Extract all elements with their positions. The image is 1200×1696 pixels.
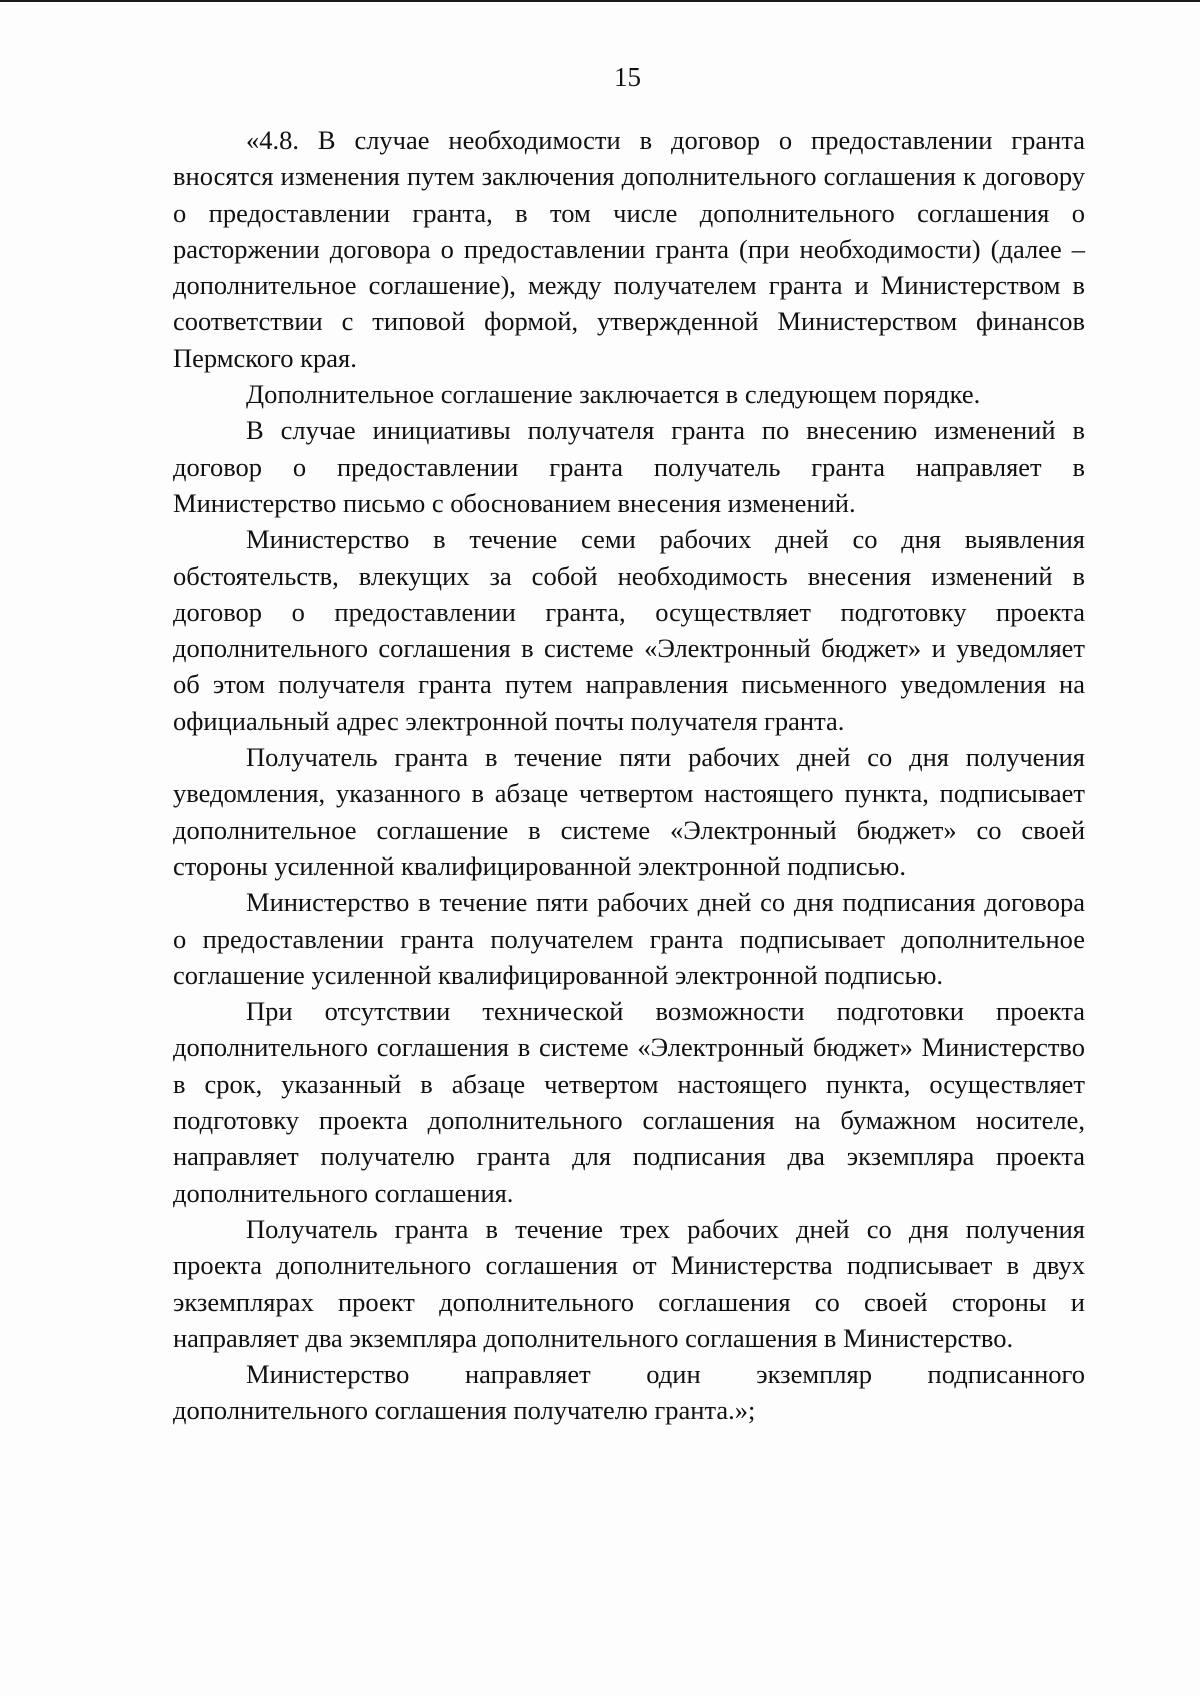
- paragraph-ministry-signing: Министерство в течение пяти рабочих дней со дня подписания договора о предоставлении гранта получателем гранта подписывает дополнительное соглашение усиленной квалифицированной электронной подписью.: [173, 887, 1085, 990]
- paragraph-ministry-preparation: Министерство в течение семи рабочих дней со дня выявления обстоятельств, влекущих за собой необходимость внесения изменений в договор о предоставлении гранта, осуществляет подготовку проекта дополнительного соглашения в системе «Электронный бюджет» и уведомляет об этом получателя гранта путем направления письменного уведомления на официальный адрес электронной почты получателя гранта.: [173, 524, 1085, 736]
- page-top-edge: [0, 0, 1200, 2]
- paragraph-4-8: «4.8. В случае необходимости в договор о предоставлении гранта вносятся изменения путем заключения дополнительного соглашения к договору о предоставлении гранта, в том числе дополнительного соглашения о расторжении договора о предоставлении гранта (при необходимости) (далее – дополнительное соглашение), между получателем гранта и Министерством в соответствии с типовой формой, утвержденной Министерством финансов Пермского края.: [173, 125, 1085, 373]
- paragraph-recipient-initiative: В случае инициативы получателя гранта по внесению изменений в договор о предоставлении гранта получатель гранта направляет в Министерство письмо с обоснованием внесения изменений.: [173, 415, 1085, 518]
- paragraph-procedure: Дополнительное соглашение заключается в следующем порядке.: [246, 379, 981, 410]
- paragraph-recipient-signing: Получатель гранта в течение пяти рабочих дней со дня получения уведомления, указанного в абзаце четвертом настоящего пункта, подписывает дополнительное соглашение в системе «Электронный бюджет» со своей стороны усиленной квалифицированной электронной подписью.: [173, 742, 1085, 881]
- document-body: [173, 122, 1085, 1429]
- paragraph-paper-alternative: При отсутствии технической возможности подготовки проекта дополнительного соглашения в системе «Электронный бюджет» Министерство в срок, указанный в абзаце четвертом настоящего пункта, осуществляет подготовку проекта дополнительного соглашения на бумажном носителе, направляет получателю гранта для подписания два экземпляра проекта дополнительного соглашения.: [173, 996, 1085, 1208]
- paragraph-paper-recipient-signing: Получатель гранта в течение трех рабочих дней со дня получения проекта дополнительного соглашения от Министерства подписывает в двух экземплярах проект дополнительного соглашения со своей стороны и направляет два экземпляра дополнительного соглашения в Министерство.: [173, 1213, 1085, 1353]
- paragraph-copy-return: Министерство направляет один экземпляр подписанного дополнительного соглашения получателю гранта.»;: [173, 1359, 1085, 1426]
- page-number: 15: [614, 62, 641, 92]
